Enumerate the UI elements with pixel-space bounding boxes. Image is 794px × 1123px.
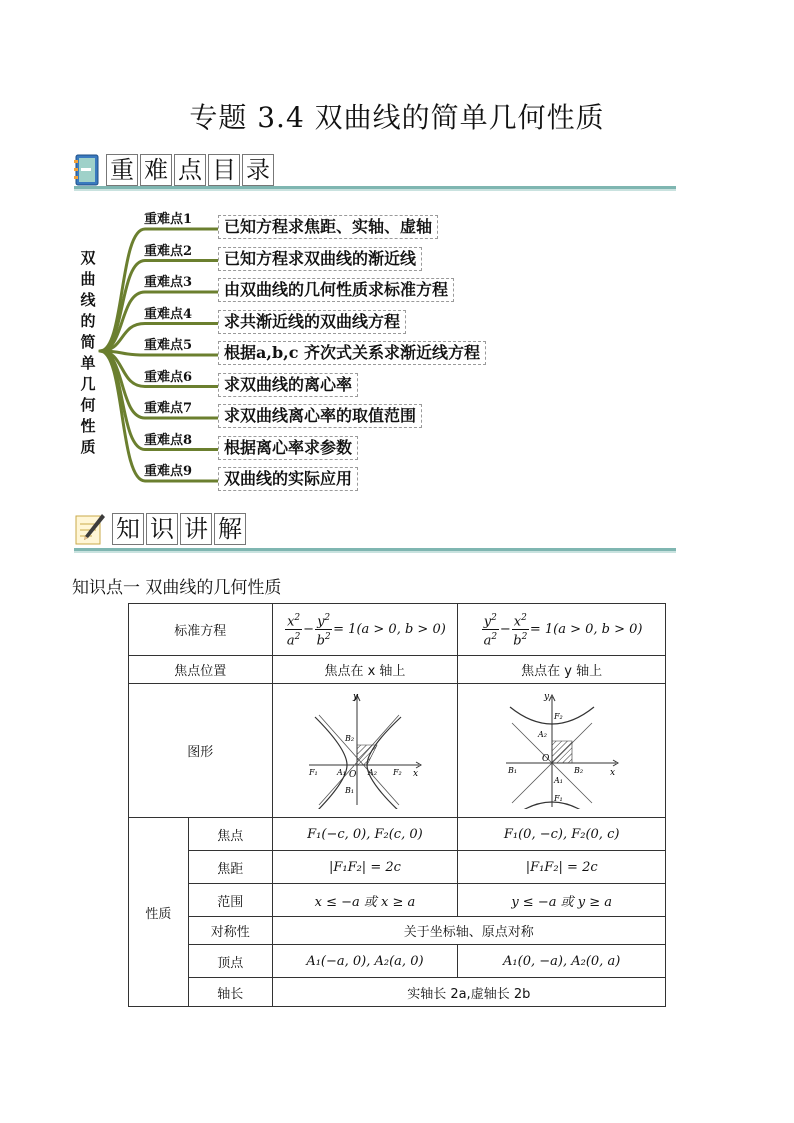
row-label: 轴长 [188, 978, 272, 1007]
mindmap-root-char: 质 [80, 438, 96, 456]
fig-B1: B₁ [507, 765, 517, 775]
fig-origin-label: O [541, 753, 550, 764]
fig-B2: B₂ [573, 765, 583, 775]
mindmap-item-text: 求共渐近线的双曲线方程 [218, 310, 406, 334]
table-row [129, 945, 666, 978]
fig-y-label: y [543, 692, 549, 702]
table-row [129, 684, 666, 818]
fig-A1: A₁ [553, 775, 563, 785]
focal-x: |F₁F₂| = 2c [272, 851, 458, 884]
mindmap-item-label: 重难点8 [144, 432, 193, 448]
section2-title-char: 识 [146, 513, 178, 545]
mindmap-item-label: 重难点6 [144, 369, 193, 385]
fig-A1: A₁ [336, 767, 346, 777]
section-divider [74, 186, 676, 191]
symmetry: 关于坐标轴、原点对称 [272, 917, 665, 945]
hyperbola-y-figure [502, 693, 622, 809]
fig-B1: B₁ [344, 785, 355, 795]
table-row [129, 884, 666, 917]
focus-pos-y: 焦点在 y 轴上 [458, 656, 666, 684]
mindmap-item-label: 重难点2 [144, 243, 193, 259]
section2-title-char: 知 [112, 513, 144, 545]
eq-y-axis: $\frac{y^2}{a^2}$ − $\frac{x^2}{b^2}$ = 1(a > 0, b > 0) [458, 604, 666, 656]
focus-pos-x: 焦点在 x 轴上 [272, 656, 458, 684]
focal-y: |F₁F₂| = 2c [458, 851, 666, 884]
axis-lengths: 实轴长 2a,虚轴长 2b [272, 978, 665, 1007]
mindmap-root-char: 性 [80, 417, 96, 435]
mindmap-item-text: 已知方程求焦距、实轴、虚轴 [218, 215, 438, 239]
mindmap-item-label: 重难点1 [144, 212, 193, 227]
mindmap-root-char: 何 [80, 396, 96, 414]
mindmap-root [78, 248, 98, 458]
fig-y-label: y [352, 692, 359, 702]
table-row [129, 978, 666, 1007]
knowledge-point-heading: 知识点一 双曲线的几何性质 [72, 578, 282, 598]
table-row [129, 604, 666, 656]
mindmap-item-label: 重难点4 [144, 306, 193, 322]
mindmap-root-char: 双 [80, 249, 96, 267]
mindmap-item-text: 由双曲线的几何性质求标准方程 [218, 278, 454, 302]
row-label: 焦距 [188, 851, 272, 884]
mindmap-item-text: 根据离心率求参数 [218, 436, 358, 460]
mindmap-item-label: 重难点7 [144, 401, 193, 416]
section-header-knowledge [74, 511, 248, 547]
range-x: x ≤ −a 或 x ≥ a [272, 884, 458, 917]
hyperbola-x-figure [305, 693, 425, 809]
fig-x-label: x [609, 767, 615, 778]
row-label: 顶点 [188, 945, 272, 978]
mindmap-item-text: 求双曲线离心率的取值范围 [218, 404, 422, 428]
range-y: y ≤ −a 或 y ≥ a [458, 884, 666, 917]
table-row [129, 851, 666, 884]
eq2-cond: = 1(a > 0, b > 0) [529, 622, 643, 637]
section1-title-char: 难 [140, 154, 172, 186]
mindmap-item-text: 已知方程求双曲线的渐近线 [218, 247, 422, 271]
section1-title-char: 录 [242, 154, 274, 186]
focus-pos-label: 焦点位置 [129, 656, 273, 684]
focus-x: F₁(−c, 0), F₂(c, 0) [272, 818, 458, 851]
vertex-y: A₁(0, −a), A₂(0, a) [458, 945, 666, 978]
fig-F1: F₁ [308, 767, 318, 777]
mindmap-item-label: 重难点9 [144, 464, 193, 479]
eq1-cond: = 1(a > 0, b > 0) [333, 622, 446, 637]
section1-title-char: 重 [106, 154, 138, 186]
figure-y-hyperbola [458, 684, 666, 818]
mindmap-root-char: 的 [80, 312, 96, 330]
mindmap-root-char: 简 [80, 333, 96, 351]
fig-F1: F₁ [553, 793, 563, 803]
fig-origin-label: O [348, 769, 357, 780]
mindmap-root-char: 单 [80, 354, 96, 372]
hyperbola-properties-table [128, 603, 666, 1007]
fig-F2: F₂ [553, 711, 563, 721]
page-title: 专题 3.4 双曲线的简单几何性质 [189, 101, 605, 134]
row-label: 焦点 [188, 818, 272, 851]
fig-B2: B₂ [344, 733, 355, 743]
section1-title-char: 点 [174, 154, 206, 186]
props-label: 性质 [129, 818, 189, 1007]
notebook-icon [74, 154, 100, 186]
section-divider [74, 548, 676, 553]
table-row [129, 917, 666, 945]
section2-title-char: 解 [214, 513, 246, 545]
fig-A2: A₂ [537, 729, 547, 739]
mindmap-item-label: 重难点5 [144, 338, 193, 353]
vertex-x: A₁(−a, 0), A₂(a, 0) [272, 945, 458, 978]
mindmap-root-char: 曲 [80, 270, 96, 288]
pen-icon [74, 512, 106, 546]
section-header-key-points [74, 152, 276, 188]
fig-A2: A₂ [367, 767, 377, 777]
section1-title-char: 目 [208, 154, 240, 186]
std-eq-label: 标准方程 [129, 604, 273, 656]
mindmap-item-text: 求双曲线的离心率 [218, 373, 358, 397]
fig-F2: F₂ [392, 767, 402, 777]
eq-x-axis: $\frac{x^2}{a^2}$ − $\frac{y^2}{b^2}$ = 1(a > 0, b > 0) [272, 604, 458, 656]
mindmap-item-label: 重难点3 [144, 275, 193, 290]
focus-y: F₁(0, −c), F₂(0, c) [458, 818, 666, 851]
mindmap-item-text: 双曲线的实际应用 [218, 467, 358, 491]
table-row [129, 818, 666, 851]
figure-x-hyperbola [272, 684, 458, 818]
row-label: 对称性 [188, 917, 272, 945]
fig-x-label: x [412, 768, 419, 779]
mindmap-item-text: 根据a,b,c 齐次式关系求渐近线方程 [218, 341, 486, 365]
mindmap-root-char: 线 [80, 291, 96, 309]
figure-label: 图形 [129, 684, 273, 818]
row-label: 范围 [188, 884, 272, 917]
mindmap-root-char: 几 [80, 375, 96, 393]
section2-title-char: 讲 [180, 513, 212, 545]
table-row [129, 656, 666, 684]
